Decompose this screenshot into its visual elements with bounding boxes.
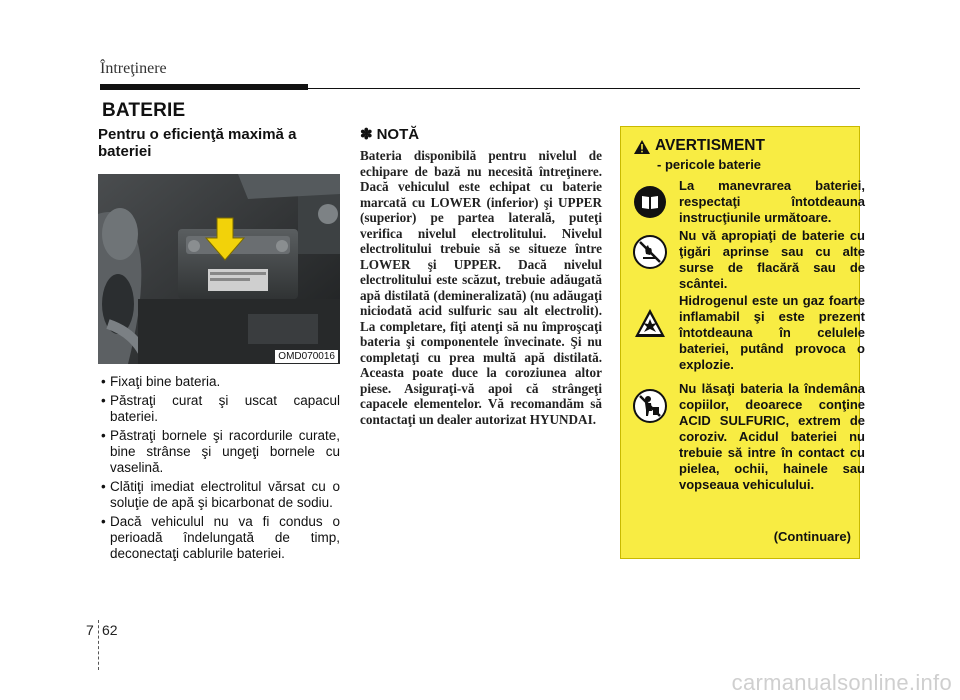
warning-subtitle: - pericole baterie	[657, 157, 762, 172]
watermark: carmanualsonline.info	[731, 670, 952, 695]
no-smoking-flame-icon	[633, 235, 667, 269]
warning-text: Hidrogenul este un gaz foarte inflamabil şi este prezent întotdeauna în celulele bateriei, putând provoca o explozie.	[679, 293, 865, 372]
explosion-hazard-icon	[633, 307, 667, 341]
section-title: BATERIE	[102, 100, 186, 121]
note-heading	[360, 126, 602, 144]
header-rule	[308, 88, 860, 89]
warning-text: Nu lăsaţi bateria la îndemâna copiilor, deoarece conţine ACID SULFURIC, extrem de coroziv. Acidul bateriei nu trebuie să intre în contact cu pielea, ochii, hainele sau vopseaua vehiculului.	[679, 381, 865, 492]
manual-icon	[633, 185, 667, 219]
keep-away-children-icon	[633, 389, 667, 423]
chapter-number: 7	[86, 622, 94, 638]
subheading: Pentru o eficienţă maximă a bateriei	[98, 126, 297, 160]
list-item: • Clătiţi imediat electrolitul vărsat cu o soluţie de apă şi bicarbonat de sodiu.	[98, 479, 340, 511]
note-column	[360, 126, 602, 427]
left-column	[98, 126, 340, 565]
page-number-value: 62	[102, 622, 118, 638]
note-star-icon: ✽	[360, 126, 373, 143]
engine-bay-illustration	[98, 174, 340, 364]
warning-title: AVERTISMENT	[655, 137, 765, 154]
warning-text: Nu vă apropiaţi de baterie cu ţigări aprinse sau cu alte surse de flacără sau de scântei.	[679, 228, 865, 291]
list-item: • Fixaţi bine bateria.	[98, 374, 340, 390]
warning-triangle-icon	[633, 139, 651, 155]
continuation-label: (Continuare)	[773, 529, 851, 544]
maintenance-bullets	[98, 374, 340, 562]
note-body: Bateria disponibilă pentru nivelul de echipare de bază nu necesită întreţinere. Dacă vehiculul este echipat cu baterie marcată cu LOWER (inferior) şi UPPER (superior) pe partea laterală, puteţi verifica nivelul electrolitului. Nivelul electrolitului trebuie să se situeze între LOWER şi UPPER. Dacă nivelul electrolitului este scăzut, trebuie adăugată apă distilată (demineralizată) (nu adăugaţi niciodată acid sulfuric sau alt electrolit). La completare, fiţi atenţi să nu împroşcaţi bateria şi componentele învecinate. Şi nu completaţi cu prea multă apă distilată. Aceasta poate duce la coroziunea altor piese. Asiguraţi-vă apoi că strângeţi capacele elementelor. Vă recomandăm să contactaţi un dealer autorizat HYUNDAI.	[360, 148, 602, 427]
battery-photo	[98, 174, 340, 364]
list-item: • Păstraţi curat şi uscat capacul bateriei.	[98, 393, 340, 425]
photo-code: OMD070016	[275, 350, 338, 363]
page-number-divider	[98, 620, 99, 670]
list-item: • Păstraţi bornele şi racordurile curate, bine strânse şi ungeţi bornele cu vaselină.	[98, 428, 340, 476]
list-item: • Dacă vehiculul nu va fi condus o perioadă îndelungată de timp, deconectaţi cablurile bateriei.	[98, 514, 340, 562]
note-title: NOTĂ	[376, 126, 420, 143]
warning-text: La manevrarea bateriei, respectaţi întotdeauna instrucţiunile următoare.	[679, 178, 865, 225]
running-header: Întreţinere	[100, 60, 167, 77]
header-bar	[100, 84, 308, 90]
warning-box	[620, 126, 865, 559]
